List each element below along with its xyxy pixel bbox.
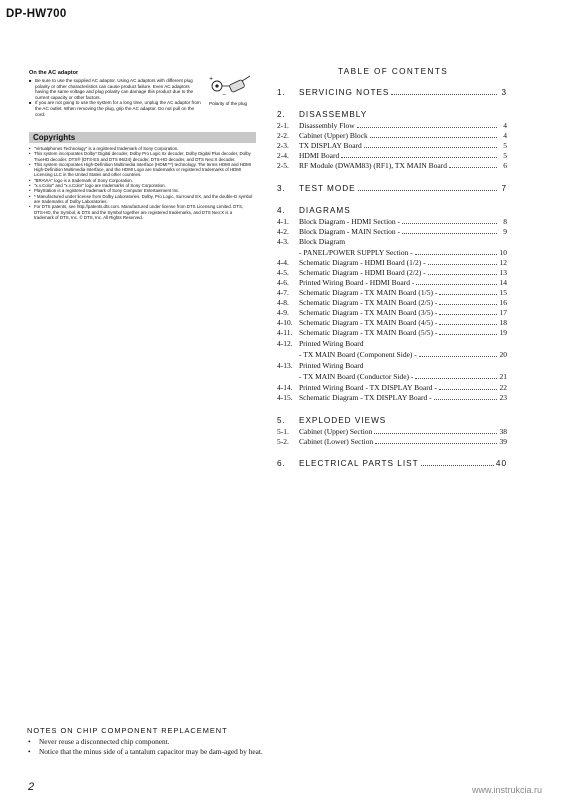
toc-entry[interactable]: 4-2. Block Diagram - MAIN Section - 9 [277,227,507,236]
toc-entry[interactable]: 4-9. Schematic Diagram - TX MAIN Board (3/5) - 17 [277,308,507,317]
list-item: • "Virtualphones Technology" is a registered trademark of Sony Corporation. [29,146,253,151]
toc-entry[interactable]: 4-11. Schematic Diagram - TX MAIN Board (5/5) - 19 [277,328,507,337]
toc-entry[interactable]: 4-14. Printed Wiring Board - TX DISPLAY Board - 22 [277,383,507,392]
toc-section-6[interactable]: 6. ELECTRICAL PARTS LIST 40 [277,459,507,468]
list-item: • For DTS patents, see http://patents.dts.com. Manufactured under license from DTS Licensing Limited. DTS, DTS-HD, the Symbol, & DTS and the Symbol together are registered trademarks, and DTS Neo:X is a trademark of DTS, Inc. © DTS, Inc. All Rights Reserved. [29,204,253,220]
ac-adaptor-list [29,78,204,117]
toc-entry[interactable]: 4-1. Block Diagram - HDMI Section - 8 [277,217,507,226]
list-item: • "x.v.Color" and "x.v.Color" logo are trademarks of Sony Corporation. [29,183,253,188]
toc-entry[interactable]: 2-2. Cabinet (Upper) Block 4 [277,131,507,140]
model-title: DP-HW700 [6,8,67,20]
notes-list [27,737,267,756]
toc-entry[interactable]: 4-4. Schematic Diagram - HDMI Board (1/2) - 12 [277,258,507,267]
toc-section-5[interactable]: 5. EXPLODED VIEWS [277,416,387,425]
toc-entry[interactable]: 4-13. Printed Wiring Board [277,361,364,370]
ac-adaptor-title: On the AC adaptor [29,70,79,76]
toc-section-3[interactable]: 3. TEST MODE 7 [277,184,507,193]
plug-polarity-icon [208,74,252,104]
toc-entry[interactable]: - TX MAIN Board (Conductor Side) - 21 [299,372,507,381]
list-item: • PlayStation is a registered trademark of Sony Computer Entertainment Inc. [29,188,253,193]
svg-text:−: − [222,92,227,98]
toc-section-4[interactable]: 4. DIAGRAMS [277,206,351,215]
list-item: • * Manufactured under license from Dolby Laboratories. Dolby, Pro Logic, Surround EX, and the double-D symbol are trademarks of Dolby Laboratories. [29,194,253,205]
toc-entry[interactable]: 4-5. Schematic Diagram - HDMI Board (2/2) - 13 [277,268,507,277]
toc-entry[interactable]: 4-15. Schematic Diagram - TX DISPLAY Board - 23 [277,393,507,402]
toc-section-2[interactable]: 2. DISASSEMBLY [277,110,368,119]
list-item: • This system incorporates High-Definition Multimedia Interface (HDMI™) technology. The terms HDMI and HDMI High-Definition Multimedia Interface, and the HDMI Logo are trademarks or registered trademarks of HDMI Licensing LLC in the United States and other countries. [29,162,253,178]
list-item: • Never reuse a disconnected chip component. [27,737,267,747]
svg-text:+: + [209,76,214,82]
list-item: • "BRAVIA" logo is a trademark of Sony Corporation. [29,178,253,183]
plug-caption: Polarity of the plug [209,101,248,106]
toc-entry[interactable]: 2-5. RF Module (DWAM83) (RF1), TX MAIN Board 6 [277,161,507,170]
list-item: ■ If you are not going to use the system for a long time, unplug the AC adaptor from the AC outlet. When removing the plug, grip the AC adaptor. Do not pull on the cord. [29,100,204,117]
toc-title: TABLE OF CONTENTS [338,67,449,76]
toc-entry[interactable]: 2-4. HDMI Board 5 [277,151,507,160]
toc-entry[interactable]: - PANEL/POWER SUPPLY Section - 10 [299,248,507,257]
toc-entry[interactable]: 4-7. Schematic Diagram - TX MAIN Board (1/5) - 15 [277,288,507,297]
watermark: www.instrukcia.ru [472,785,543,795]
toc-entry[interactable]: 4-3. Block Diagram [277,237,346,246]
list-item: • This system incorporates Dolby* Digital decoder, Dolby Pro Logic IIx decoder, Dolby Digital Plus decoder, Dolby TrueHD decoder, DTS® (DTS-ES and DTS 96/24) decoder, DTS-HD decoder, and DTS Neo:X decoder. [29,151,253,162]
toc-entry[interactable]: 4-10. Schematic Diagram - TX MAIN Board (4/5) - 18 [277,318,507,327]
toc-entry[interactable]: 4-12. Printed Wiring Board [277,339,364,348]
toc-entry[interactable]: 4-6. Printed Wiring Board - HDMI Board - 14 [277,278,507,287]
copyrights-heading: Copyrights [29,132,256,143]
toc-section-1[interactable]: 1. SERVICING NOTES 3 [277,88,507,97]
list-item: • Notice that the minus side of a tantalum capacitor may be dam-aged by heat. [27,747,267,757]
toc-entry[interactable]: 4-8. Schematic Diagram - TX MAIN Board (2/5) - 16 [277,298,507,307]
list-item: ■ Be sure to use the supplied AC adaptor. Using AC adaptors with different plug polarity or other characteristics can cause product failure. Even AC adaptors having the same voltage and plug polarity can damage this product due to the current capacity or other factors. [29,78,204,100]
toc-entry[interactable]: 5-2. Cabinet (Lower) Section 39 [277,437,507,446]
toc-entry[interactable]: 2-1. Disassembly Flow 4 [277,121,507,130]
page-number: 2 [28,781,35,793]
copyrights-list [29,146,253,220]
toc-entry[interactable]: 5-1. Cabinet (Upper) Section 38 [277,427,507,436]
notes-title: NOTES ON CHIP COMPONENT REPLACEMENT [27,726,228,735]
toc-entry[interactable]: 2-3. TX DISPLAY Board 5 [277,141,507,150]
toc-entry[interactable]: - TX MAIN Board (Component Side) - 20 [299,350,507,359]
